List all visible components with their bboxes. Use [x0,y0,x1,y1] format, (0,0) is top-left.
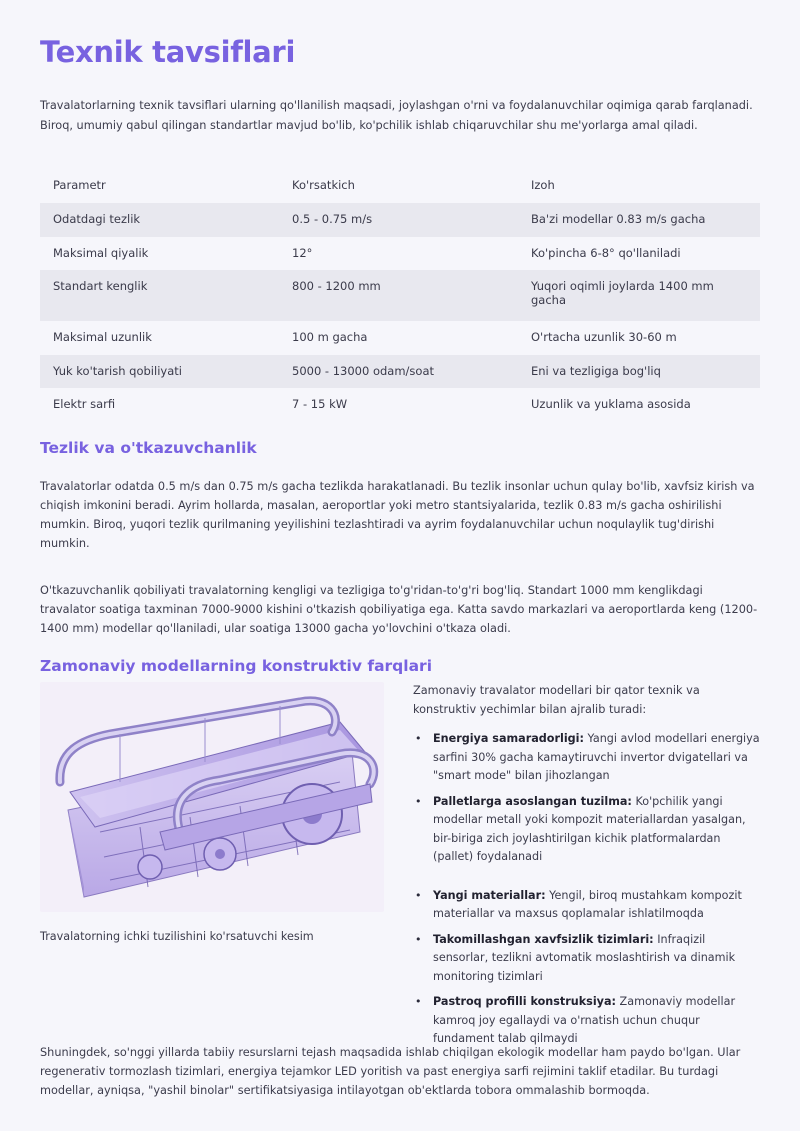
table-cell: 5000 - 13000 odam/soat [292,363,435,378]
feature-text: Infraqizil sensorlar, tezlikni avtomatik moslashtirish va dinamik monitoring tizimlari [433,932,736,983]
bullet-icon: • [415,794,422,808]
page-title: Texnik tavsiflari [40,35,296,69]
table-cell: O'rtacha uzunlik 30-60 m [531,330,677,344]
features-list [413,730,760,1049]
table-cell: Maksimal qiyalik [53,245,149,260]
speed-paragraph: Travalatorlar odatda 0.5 m/s dan 0.75 m/s gacha tezlikda harakatlanadi. Bu tezlik insonlar uchun qulay bo'lib, xavfsiz kirish va chiqish imkonini beradi. Ayrim hollarda, masalan, aeroportlar yoki metro stantsiyalarida, tezlik 0.83 m/s gacha oshirilishi mumkin. Biroq, yuqori tezlik qurilmaning yeyilishini tezlashtiradi va ayrim foydalanuvchilar uchun noqulaylik tug'dirishi mumkin. [40,479,755,550]
list-item [413,887,760,924]
table-cell: 7 - 15 kW [292,397,348,411]
throughput-paragraph: O'tkazuvchanlik qobiliyati travalatorning kengligi va tezligiga to'g'ridan-to'g'ri bog'liq. Standart 1000 mm kenglikdagi travalator soatiga taxminan 7000-9000 kishini o'tkazish qobiliyatiga ega. Katta savdo markazlari va aeroportlarda keng (1200-1400 mm) modellar qo'llaniladi, ular soatiga 13000 gacha yo'lovchini o'tkaza oladi. [40,583,758,635]
list-item [413,730,760,786]
table-cell: Ko'pincha 6-8° qo'llaniladi [531,245,681,260]
table-row [40,321,760,355]
table-cell: Yuk ko'tarish qobiliyati [53,363,182,378]
table-cell: Yuqori oqimli joylarda 1400 mm gacha [531,279,714,307]
table-cell: Standart kenglik [53,279,148,293]
section-heading-design: Zamonaviy modellarning konstruktiv farqlari [40,656,433,675]
table-cell: Elektr sarfi [53,397,116,411]
intro-paragraph: Travalatorlarning texnik tavsiflari ularning qo'llanilish maqsadi, joylashgan o'rni va foydalanuvchilar oqimiga qarab farqlanadi. Biroq, umumiy qabul qilingan standartlar mavjud bo'lib, ko'pchilik ishlab chiqaruvchilar shu me'yorlarga amal qiladi. [40,99,753,132]
table-row [40,203,760,237]
table-cell: 0.5 - 0.75 m/s [292,212,373,226]
table-row [40,237,760,271]
table-cell: Ba'zi modellar 0.83 m/s gacha [531,212,706,226]
table-header-cell: Ko'rsatkich [292,178,355,192]
section-heading-speed: Tezlik va o'tkazuvchanlik [40,438,257,457]
spec-table [40,170,760,422]
table-cell: Uzunlik va yuklama asosida [531,397,691,411]
travelator-cutaway-illustration [40,682,384,912]
closing-paragraph: Shuningdek, so'nggi yillarda tabiiy resurslarni tejash maqsadida ishlab chiqilgan ekologik modellar ham paydo bo'lgan. Ular regenerativ tormozlash tizimlari, energiya tejamkor LED yoritish va past energiya sarfi rejimini taklif etadilar. Bu turdagi modellar, ayniqsa, "yashil binolar" sertifikatsiyasiga intilayotgan ob'ektlarda tobora ommalashib bormoqda. [40,1046,741,1097]
table-cell: 800 - 1200 mm [292,279,381,293]
table-row [40,355,760,389]
features-lead: Zamonaviy travalator modellari bir qator texnik va konstruktiv yechimlar bilan ajralib turadi: [413,684,700,716]
feature-label: Energiya samaradorligi: [433,732,584,745]
table-cell: Eni va tezligiga bog'liq [531,363,661,378]
table-header-cell: Izoh [531,178,555,192]
table-cell: 100 m gacha [292,330,368,344]
feature-text: Ko'pchilik yangi modellar metall yoki kompozit materiallardan yasalgan, bir-biriga zich joylashtirilgan kichik platformalardan (pallet) foydalanadi [433,794,746,863]
travelator-drawing [40,682,384,912]
feature-text: Yangi avlod modellari energiya sarfini 30% gacha kamaytiruvchi invertor dvigatellari va "smart mode" bilan jihozlangan [433,732,760,782]
feature-label: Yangi materiallar: [433,888,546,902]
table-header-row [40,170,760,203]
bullet-icon: • [415,995,422,1008]
table-row [40,270,760,321]
features-column [413,682,760,1056]
bullet-icon: • [415,932,422,946]
table-header-cell: Parametr [53,178,106,192]
feature-text: Yengil, biroq mustahkam kompozit materiallar va maxsus qoplamalar ishlatilmoqda [433,888,742,920]
feature-label: Pastroq profilli konstruksiya: [433,995,616,1008]
table-cell: Maksimal uzunlik [53,330,152,344]
feature-label: Palletlarga asoslangan tuzilma: [433,794,632,808]
feature-text: Zamonaviy modellar kamroq joy egallaydi va o'rnatish uchun chuqur fundament talab qilmaydi [433,995,736,1045]
figure-caption: Travalatorning ichki tuzilishini ko'rsatuvchi kesim [40,930,314,943]
table-row [40,388,760,422]
table-cell: Odatdagi tezlik [53,212,141,226]
table-cell: 12° [292,245,313,260]
bullet-icon: • [415,888,422,902]
bullet-icon: • [415,732,422,745]
list-item [413,931,760,987]
list-item [413,993,760,1049]
list-item [413,793,760,867]
feature-label: Takomillashgan xavfsizlik tizimlari: [433,932,654,946]
